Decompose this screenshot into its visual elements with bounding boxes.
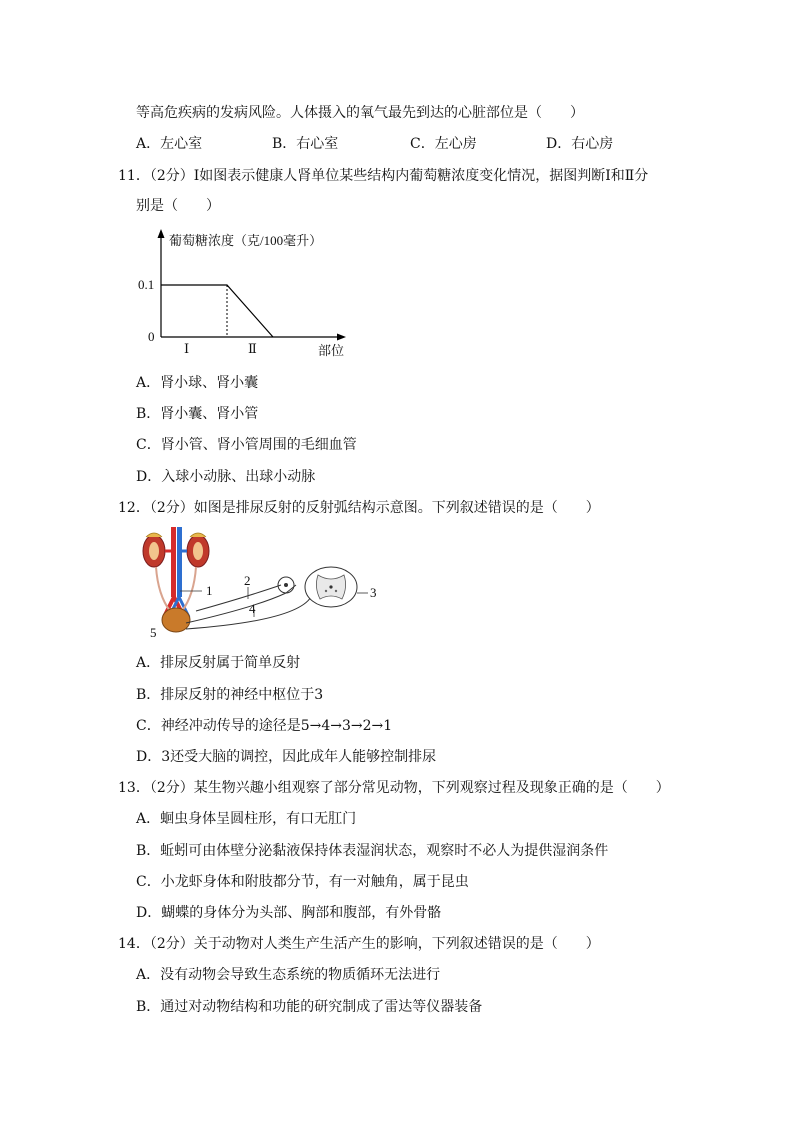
q11-option-a[interactable]: A．肾小球、肾小囊 [136,375,259,391]
q14-option-b[interactable]: B．通过对动物结构和功能的研究制成了雷达等仪器装备 [136,999,483,1015]
q10-option-d[interactable]: D．右心房 [546,136,614,152]
aorta [171,527,176,597]
y-axis-arrow [158,229,165,238]
y-axis-label: 葡萄糖浓度（克/100毫升） [169,233,323,248]
q11-stem-line2: 别是（ ） [136,198,220,214]
vena-cava [177,527,182,597]
x-category-1: Ⅰ [184,341,190,356]
origin-label: 0 [148,329,155,344]
q11-option-d[interactable]: D．入球小动脉、出球小动脉 [136,469,316,485]
q10-stem-continuation: 等高危疾病的发病风险。人体摄入的氧气最先到达的心脏部位是（ ） [136,105,584,121]
q12-option-a[interactable]: A．排尿反射属于简单反射 [136,655,301,671]
x-axis-label: 部位 [318,343,345,358]
q10-option-a[interactable]: A．左心室 [136,136,203,152]
label-5: 5 [150,625,157,640]
label-4: 4 [249,601,256,616]
q10-option-b[interactable]: B．右心室 [272,136,339,152]
y-tick-label: 0.1 [138,277,155,292]
q14-option-a[interactable]: A．没有动物会导致生态系统的物质循环无法进行 [136,967,441,983]
q13-option-c[interactable]: C．小龙虾身体和附肢都分节，有一对触角，属于昆虫 [136,874,469,890]
q12-option-c[interactable]: C．神经冲动传导的途径是5→4→3→2→1 [136,718,393,734]
x-category-2: Ⅱ [248,341,257,356]
q11-option-c[interactable]: C．肾小管、肾小管周围的毛细血管 [136,437,357,453]
q13-option-a[interactable]: A．蛔虫身体呈圆柱形，有口无肛门 [136,811,357,827]
q13-option-d[interactable]: D．蝴蝶的身体分为头部、胸部和腹部，有外骨骼 [136,905,442,921]
q12-reflex-arc-diagram [136,525,386,643]
q13-stem: 13．（2分）某生物兴趣小组观察了部分常见动物，下列观察过程及现象正确的是（ ） [118,780,670,796]
q12-option-b[interactable]: B．排尿反射的神经中枢位于3 [136,687,324,703]
q10-option-c[interactable]: C．左心房 [410,136,477,152]
q12-stem: 12．（2分）如图是排尿反射的反射弧结构示意图。下列叙述错误的是（ ） [118,500,600,516]
q14-stem: 14．（2分）关于动物对人类生产生活产生的影响，下列叙述错误的是（ ） [118,936,600,952]
q11-glucose-chart [140,225,380,365]
q11-stem: 11．（2分）Ⅰ如图表示健康人肾单位某些结构内葡萄糖浓度变化情况，据图判断Ⅰ和Ⅱ分 [118,168,649,184]
q12-option-d[interactable]: D．3还受大脑的调控，因此成年人能够控制排尿 [136,749,437,765]
x-axis-arrow [337,334,346,341]
q13-option-b[interactable]: B．蚯蚓可由体壁分泌黏液保持体表湿润状态，观察时不必人为提供湿润条件 [136,843,609,859]
label-1: 1 [206,583,213,598]
q11-option-b[interactable]: B．肾小囊、肾小管 [136,406,259,422]
bladder [162,608,190,632]
nerve-afferent [186,585,296,623]
label-2: 2 [244,573,251,588]
label-3: 3 [370,585,377,600]
glucose-line [161,285,273,337]
